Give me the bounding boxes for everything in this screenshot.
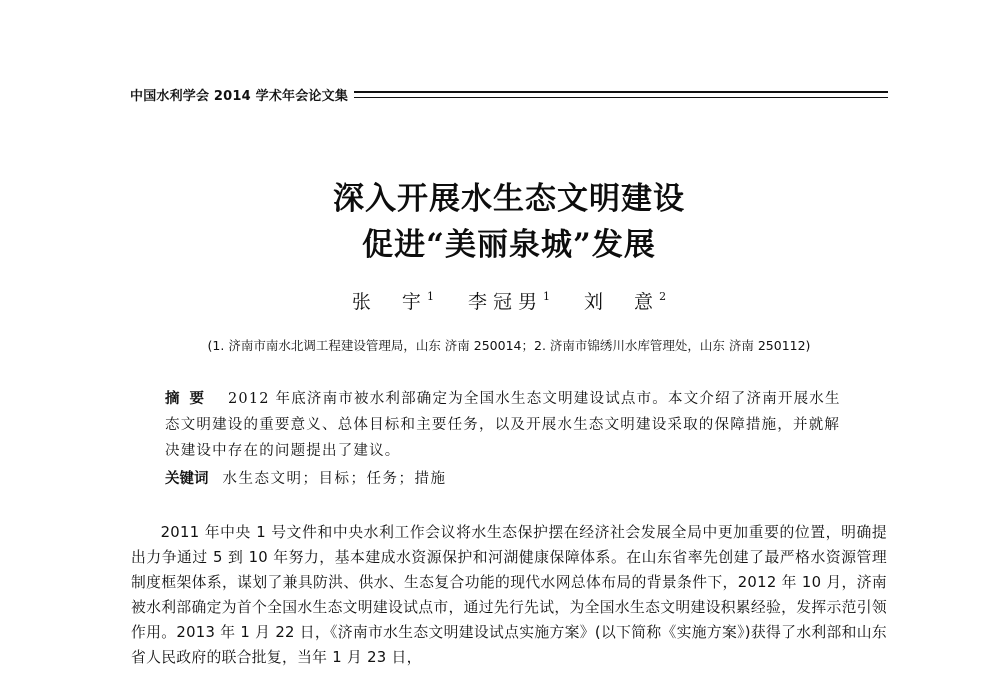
- affiliation-marker: 1: [426, 290, 434, 303]
- affiliations: (1. 济南市南水北调工程建设管理局，山东 济南 250014；2. 济南市锦绣川水库管理处，山东 济南 250112): [207, 338, 811, 353]
- author-name: 刘 意: [584, 291, 660, 313]
- paper-title: [130, 176, 888, 268]
- body-paragraph: 2011 年中央 1 号文件和中央水利工作会议将水生态保护摆在经济社会发展全局中更加重要的位置，明确提出力争通过 5 到 10 年努力，基本建成水资源保护和河湖健康保障体系。在山东省率先创建了最严格水资源管理制度框架体系，谋划了兼具防洪、供水、生态复合功能的现代水网总体布局的背景条件下，2012 年 10 月，济南被水利部确定为首个全国水生态文明建设试点市，通过先行先试，为全国水生态文明建设积累经验，发挥示范引领作用。2013 年 1 月 22 日，《济南市水生态文明建设试点实施方案》(以下简称《实施方案》)获得了水利部和山东省人民政府的联合批复，当年 1 月 23 日，: [131, 524, 887, 666]
- proceedings-title: 中国水利学会 2014 学术年会论文集: [130, 88, 349, 104]
- running-header: [130, 84, 888, 104]
- keywords: [165, 466, 855, 492]
- keywords-label: 关键词: [165, 471, 209, 487]
- author-name: 李冠男: [467, 291, 543, 313]
- title-line-1: 深入开展水生态文明建设: [333, 181, 685, 217]
- author: [584, 287, 666, 314]
- affiliation-marker: 1: [543, 290, 550, 303]
- abstract-text: 2012 年底济南市被水利部确定为全国水生态文明建设试点市。本文介绍了济南开展水生态文明建设的重要意义、总体目标和主要任务，以及开展水生态文明建设采取的保障措施，并就解决建设中存在的问题提出了建议。: [165, 391, 841, 459]
- header-rule: [354, 91, 888, 98]
- author: [352, 287, 434, 314]
- abstract: [165, 386, 855, 464]
- author-list: [130, 287, 888, 314]
- title-line-2: 促进“美丽泉城”发展: [362, 227, 656, 263]
- author-name: 张 宇: [351, 291, 427, 313]
- abstract-label: 摘要: [165, 391, 214, 407]
- affiliation-marker: 2: [659, 290, 667, 303]
- author: [468, 287, 550, 314]
- keywords-text: 水生态文明；目标；任务；措施: [222, 471, 447, 487]
